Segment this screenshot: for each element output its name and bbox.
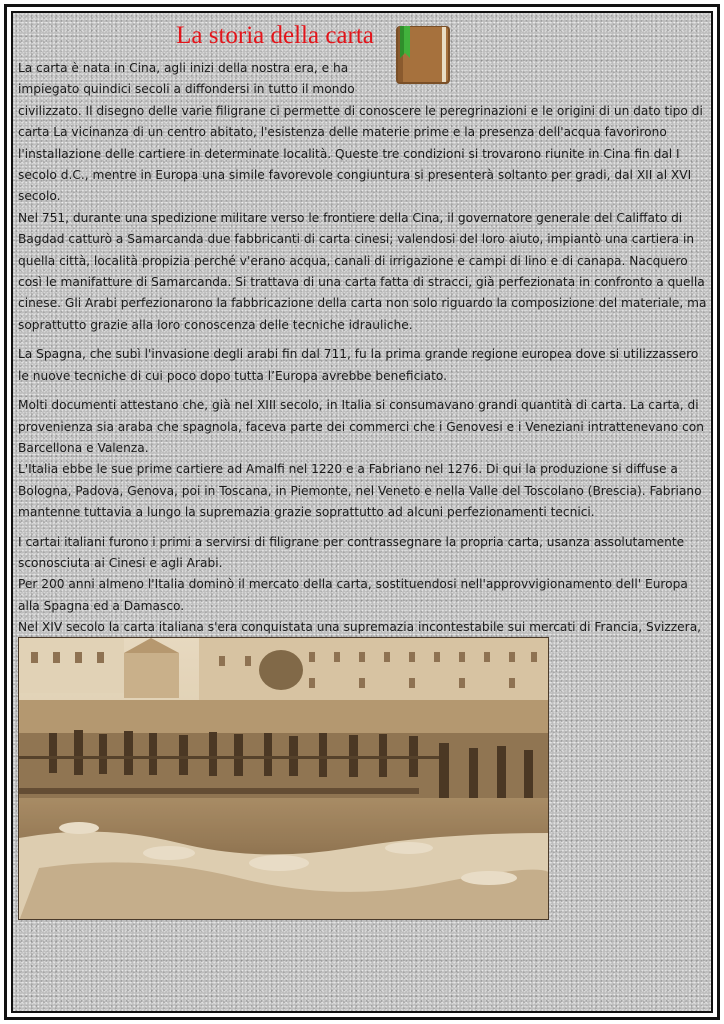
- historic-photo: [18, 637, 549, 920]
- paragraph-5c: Nel XIV secolo la carta italiana s'era conquistata una supremazia incontestabile sui mercati di Francia, Svizzera,: [18, 620, 702, 635]
- first-line: La carta è nata in Cina, agli inizi della nostra era, e ha: [18, 61, 349, 75]
- paragraph-3: La Spagna, che subì l'invasione degli arabi fin dal 711, fu la prima grande regione europea dove si utilizzassero le nuove tecniche di cui poco dopo tutta l’Europa avrebbe beneficiato.: [18, 347, 699, 383]
- paragraph-4a: Molti documenti attestano che, già nel XIII secolo, in Italia si consumavano grandi quantità di carta. La carta, di provenienza sia araba che spagnola, faceva parte dei commerci che i Genovesi e i Veneziani intrattenevano con Barcellona e Valenza.: [18, 398, 704, 455]
- paragraph-5a: I cartai italiani furono i primi a servirsi di filigrane per contrassegnare la propria carta, usanza assolutamente sconosciuta ai Cinesi e agli Arabi.: [18, 534, 685, 570]
- paragraph-2: Nel 751, durante una spedizione militare verso le frontiere della Cina, il governatore generale del Califfato di Bagdad catturò a Samarcanda due fabbricanti di carta cinesi; valendosi del loro aiuto, impiantò una cartiera in quella città, località propizia perché v'erano acqua, canali di irrigazione e campi di lino e di canapa. Nacquero così le manifatture di Samarcanda. Si trattava di una carta fatta di stracci, già perfezionata in confronto a quella cinese. Gli Arabi perfezionarono la fabbricazione della carta non solo riguardo la composizione del materiale, ma soprattutto grazie alla loro conoscenza delle tecniche idrauliche.: [18, 210, 707, 332]
- page-title: La storia della carta: [176, 22, 374, 49]
- second-line: impiegato quindici secoli a diffondersi in tutto il mondo: [18, 82, 355, 97]
- paragraph-1: [18, 58, 708, 336]
- paragraph-1-rest: civilizzato. Il disegno delle varie filigrane ci permette di conoscere le peregrinazioni e le origini di un dato tipo di carta La vicinanza di un centro abitato, l'esistenza delle materie prime e la presenza dell'acqua favorirono l'installazione delle cartiere in determinate località. Queste tre condizioni si trovarono riunite in Cina fin dal I secolo d.C., mentre in Europa una simile favorevole congiuntura si presenterà soltanto per gradi, dal XII al XVI secolo.: [18, 103, 703, 204]
- paragraph-5b: Per 200 anni almeno l'Italia dominò il mercato della carta, sostituendosi nell'approvvigionamento dell' Europa alla Spagna ed a Damasco.: [18, 577, 688, 613]
- paragraph-4b: L'Italia ebbe le sue prime cartiere ad Amalfi nel 1220 e a Fabriano nel 1276. Di qui la produzione si diffuse a Bologna, Padova, Genova, poi in Toscana, in Piemonte, nel Veneto e nella Valle del Toscolano (Brescia). Fabriano mantenne tuttavia a lungo la supremazia grazie soprattutto ad alcuni perfezionamenti tecnici.: [18, 462, 702, 520]
- paragraph-4: [18, 395, 708, 523]
- article-body: [18, 58, 708, 668]
